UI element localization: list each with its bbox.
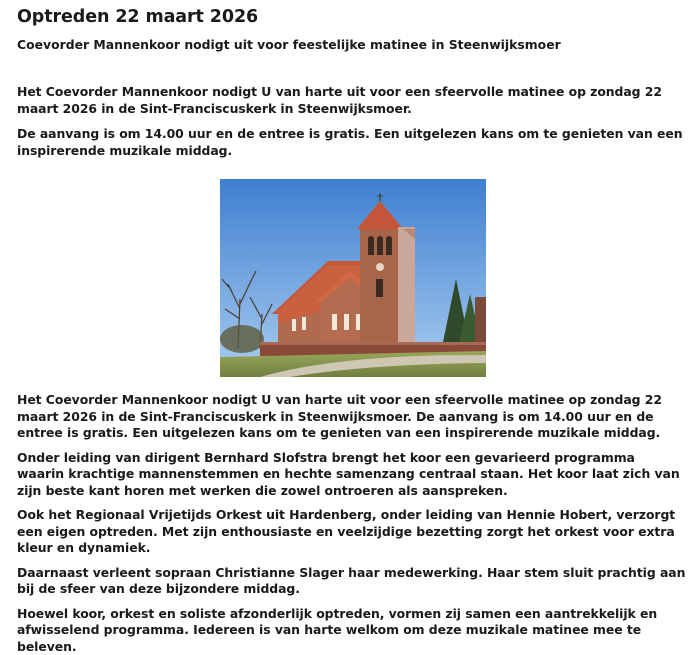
intro-section [17, 84, 686, 159]
body-paragraph: Daarnaast verleent sopraan Christianne Slager haar medewerking. Haar stem sluit prachtig aan bij de sfeer van deze bijzondere middag. [17, 565, 686, 598]
body-paragraph: Ook het Regionaal Vrijetijds Orkest uit Hardenberg, onder leiding van Hennie Hobert, verzorgt een eigen optreden. Met zijn enthousiaste en veelzijdige bezetting zorgt het orkest voor extra kleur en dynamiek. [17, 507, 686, 557]
intro-paragraph: De aanvang is om 14.00 uur en de entree is gratis. Een uitgelezen kans om te genieten van een inspirerende muzikale middag. [17, 126, 686, 159]
intro-paragraph: Het Coevorder Mannenkoor nodigt U van harte uit voor een sfeervolle matinee op zondag 22 maart 2026 in de Sint-Franciscuskerk in Steenwijksmoer. [17, 84, 686, 117]
shrub-left [220, 325, 264, 353]
church-illustration [220, 179, 486, 377]
body-paragraph: Hoewel koor, orkest en soliste afzonderlijk optreden, vormen zij samen een aantrekkelijk en afwisselend programma. Iedereen is van harte welkom om deze muzikale matinee mee te beleven. [17, 606, 686, 655]
page-subtitle: Coevorder Mannenkoor nodigt uit voor feestelijke matinee in Steenwijksmoer [17, 37, 686, 53]
body-section [17, 392, 686, 655]
page-title: Optreden 22 maart 2026 [17, 6, 686, 28]
body-paragraph: Onder leiding van dirigent Bernhard Slofstra brengt het koor een gevarieerd programma waarin krachtige mannenstemmen en hechte samenzang centraal staan. Het koor laat zich van zijn beste kant horen met werken die zowel ontroeren als aanspreken. [17, 450, 686, 500]
church-photo [220, 179, 486, 377]
body-paragraph: Het Coevorder Mannenkoor nodigt U van harte uit voor een sfeervolle matinee op zondag 22 maart 2026 in de Sint-Franciscuskerk in Steenwijksmoer. De aanvang is om 14.00 uur en de entree is gratis. Een uitgelezen kans om te genieten van een inspirerende muzikale middag. [17, 392, 686, 442]
